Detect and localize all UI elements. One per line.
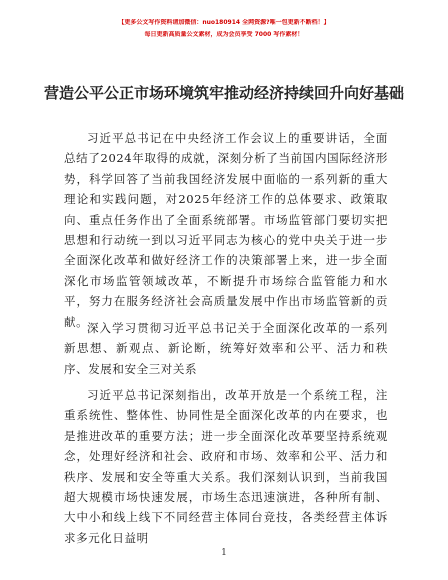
promo-banner-line-1: 【更多公文写作资料请加微信：nuo180914 全网资源?唯一包更新不断档！】 <box>118 19 330 26</box>
body-paragraph-3: 习近平总书记深刻指出，改革开放是一个系统工程，注重系统性、整体性、协同性是全面深化改革的内在要求，也是推进改革的重要方法；进一步全面深化改革要坚持系统观念，处理好经济和社会、政府和市场、效率和公平、活力和秩序、发展和安全等重大关系。我们深刻认识到，当前我国超大规模市场快速发展，市场生态迅速演进，各种所有制、大中小和线上线下不同经营主体同台竞技，各类经营主体诉求多元化日益明 <box>64 388 388 545</box>
body-paragraph-1: 习近平总书记在中央经济工作会议上的重要讲话，全面总结了2024年取得的成就，深刻分析了当前国内国际经济形势，科学回答了当前我国经济发展中面临的一系列新的重大理论和实践问题，对2025年经济工作的总体要求、政策取向、重点任务作出了全面系统部署。市场监管部门要切实把思想和行动统一到以习近平同志为核心的党中央关于进一步全面深化改革和做好经济工作的决策部署上来，进一步全面深化市场监管领域改革，不断提升市场综合监管能力和水平，努力在服务经济社会高质量发展中作出市场监管新的贡献。 <box>64 131 388 329</box>
body-paragraph-2: 深入学习贯彻习近平总书记关于全面深化改革的一系列新思想、新观点、新论断，统筹好效率和公平、活力和秩序、发展和安全三对关系 <box>64 321 388 376</box>
promo-banner-line-2: 每日更新高质量公文素材，成为会员享受 7000 写作素材！ <box>144 31 304 38</box>
document-title: 营造公平公正市场环境筑牢推动经济持续回升向好基础 <box>43 84 404 102</box>
page-number: 1 <box>221 548 227 558</box>
